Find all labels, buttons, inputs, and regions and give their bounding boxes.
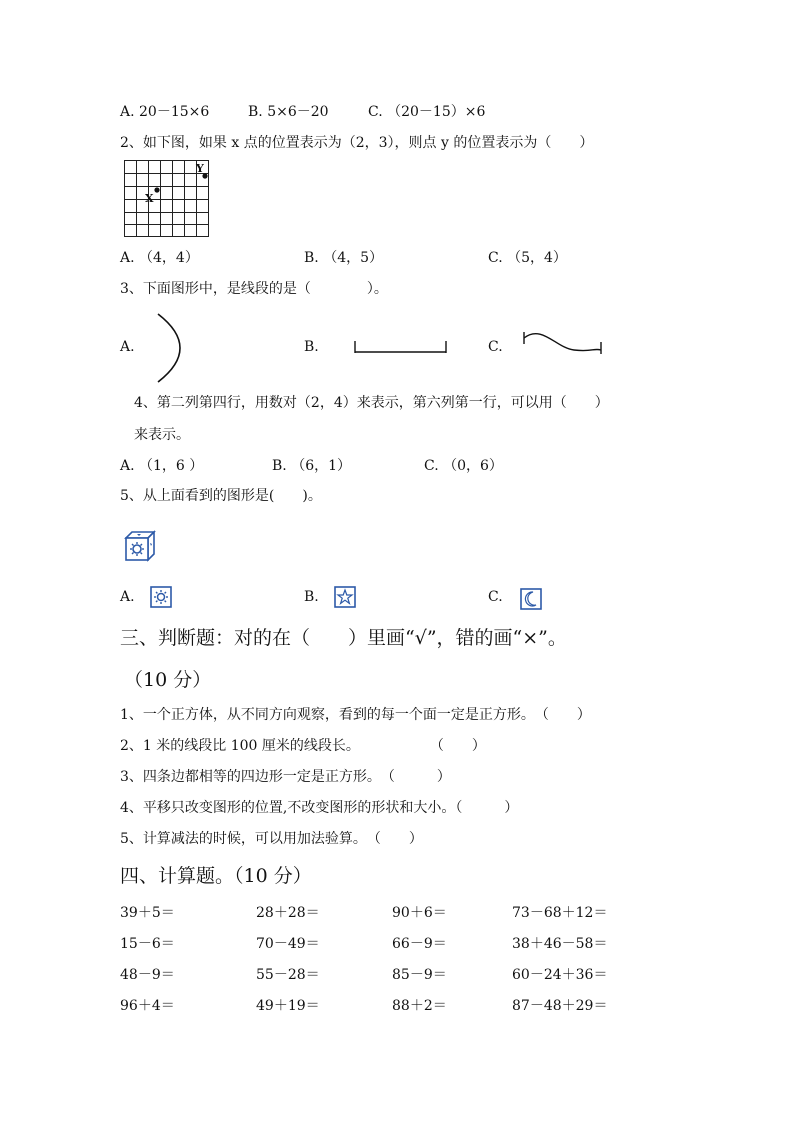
calc-item: 38＋46－58＝ bbox=[512, 936, 608, 952]
calc-item: 28＋28＝ bbox=[256, 905, 320, 921]
cube-icon bbox=[124, 530, 156, 562]
calc-item: 48－9＝ bbox=[120, 967, 175, 983]
section4-title: 四、计算题。（10 分） bbox=[120, 865, 312, 887]
q1-option-b: B. 5×6－20 bbox=[248, 104, 329, 120]
calc-item: 96＋4＝ bbox=[120, 998, 175, 1014]
q3-question: 3、下面图形中，是线段的是（ ）。 bbox=[120, 281, 388, 297]
judge-item-4: 4、平移只改变图形的位置,不改变图形的形状和大小。（ ） bbox=[120, 800, 519, 816]
q4-question-line2: 来表示。 bbox=[134, 427, 190, 443]
curve-arc-shape bbox=[154, 312, 188, 384]
label-y: Y bbox=[196, 162, 204, 175]
q2-question: 2、如下图，如果 x 点的位置表示为（2，3），则点 y 的位置表示为（ ） bbox=[120, 135, 594, 151]
q2-option-c: C. （5，4） bbox=[488, 250, 567, 266]
judge-item-2: 2、1 米的线段比 100 厘米的线段长。 （ ） bbox=[120, 738, 486, 754]
q5-question: 5、从上面看到的图形是( )。 bbox=[120, 488, 322, 504]
q1-option-a: A. 20－15×6 bbox=[120, 104, 210, 120]
calc-item: 39＋5＝ bbox=[120, 905, 175, 921]
moon-face-icon bbox=[520, 588, 542, 610]
judge-item-3: 3、四条边都相等的四边形一定是正方形。 （ ） bbox=[120, 769, 451, 785]
point-x bbox=[154, 187, 159, 192]
calc-item: 15－6＝ bbox=[120, 936, 175, 952]
calc-item: 70－49＝ bbox=[256, 936, 320, 952]
q4-option-b: B. （6，1） bbox=[272, 458, 352, 474]
section3-title: 三、判断题：对的在（ ）里画“√”，错的画“×”。 bbox=[120, 627, 567, 649]
q2-option-b: B. （4，5） bbox=[304, 250, 384, 266]
q4-option-a: A. （1，6 ） bbox=[120, 458, 204, 474]
label-x: X bbox=[145, 192, 154, 205]
calc-item: 85－9＝ bbox=[392, 967, 447, 983]
calc-item: 49＋19＝ bbox=[256, 998, 320, 1014]
q3-option-c: C. bbox=[488, 339, 503, 355]
calc-item: 88＋2＝ bbox=[392, 998, 447, 1014]
q4-option-c: C. （0，6） bbox=[424, 458, 503, 474]
calc-item: 87－48＋29＝ bbox=[512, 998, 608, 1014]
calc-item: 90＋6＝ bbox=[392, 905, 447, 921]
calc-item: 73－68＋12＝ bbox=[512, 905, 608, 921]
q2-option-a: A. （4，4） bbox=[120, 250, 199, 266]
q5-option-c: C. bbox=[488, 589, 503, 605]
q3-option-a: A. bbox=[120, 339, 135, 355]
q5-option-a: A. bbox=[120, 589, 135, 605]
calc-item: 66－9＝ bbox=[392, 936, 447, 952]
curved-segment-shape bbox=[522, 330, 604, 356]
judge-item-1: 1、一个正方体，从不同方向观察，看到的每一个面一定是正方形。 （ ） bbox=[120, 707, 591, 723]
q4-question-line1: 4、第二列第四行，用数对（2，4）来表示，第六列第一行，可以用（ ） bbox=[134, 395, 609, 411]
line-segment-shape bbox=[354, 340, 448, 354]
q5-option-b: B. bbox=[304, 589, 319, 605]
q3-option-b: B. bbox=[304, 339, 319, 355]
section3-score: （10 分） bbox=[124, 669, 212, 691]
judge-item-5: 5、计算减法的时候，可以用加法验算。 （ ） bbox=[120, 831, 423, 847]
star-face-icon bbox=[334, 586, 356, 608]
calc-item: 55－28＝ bbox=[256, 967, 320, 983]
calc-item: 60－24＋36＝ bbox=[512, 967, 608, 983]
sun-face-icon bbox=[150, 586, 172, 608]
q1-option-c: C. （20－15）×6 bbox=[368, 104, 486, 120]
